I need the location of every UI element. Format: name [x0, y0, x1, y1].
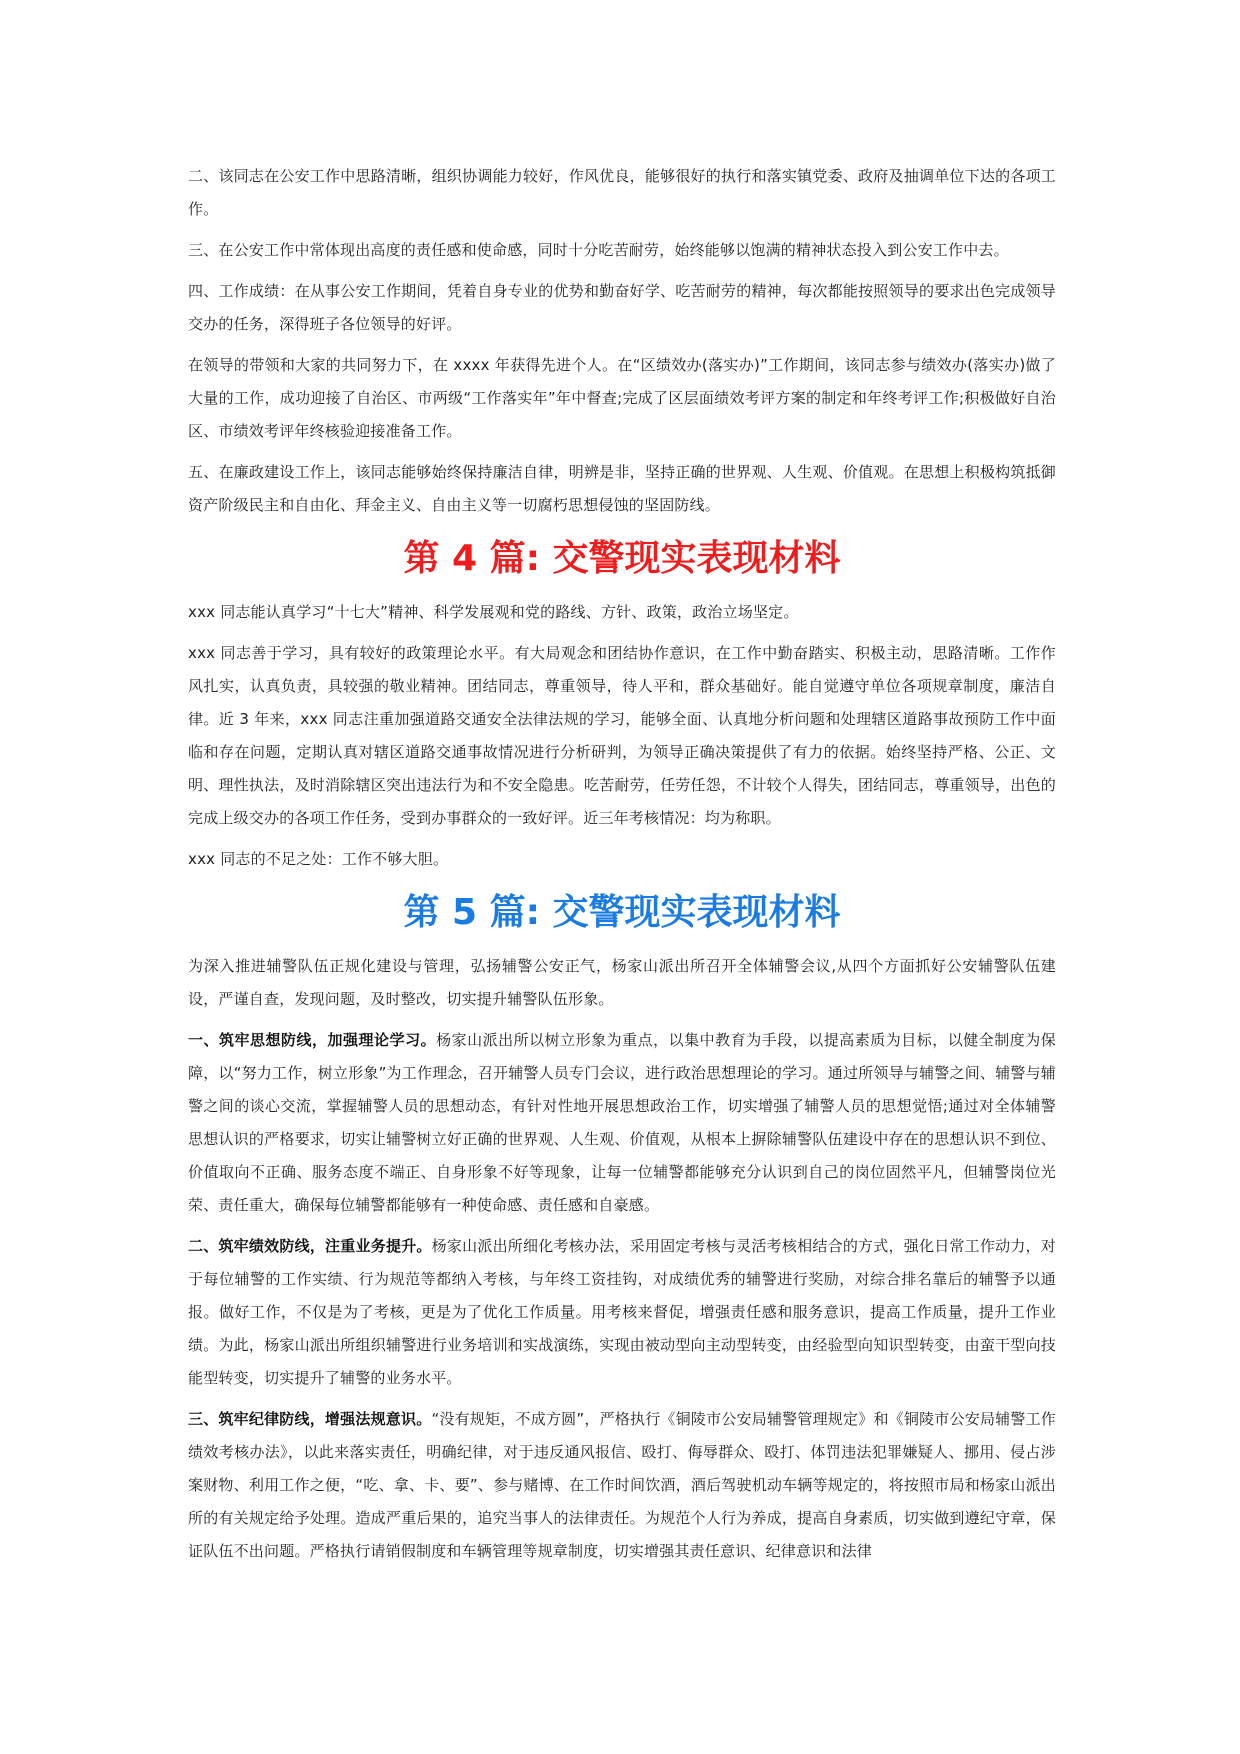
- document-page: [188, 160, 1056, 1576]
- paragraph: 在领导的带领和大家的共同努力下，在 xxxx 年获得先进个人。在“区绩效办(落实办)”工作期间，该同志参与绩效办(落实办)做了大量的工作，成功迎接了自治区、市两级“工作落实年”年中督查;完成了区层面绩效考评方案的制定和年终考评工作;积极做好自治区、市绩效考评年终核验迎接准备工作。: [188, 356, 1056, 440]
- numbered-item: [188, 1230, 1056, 1395]
- item-text: “没有规矩，不成方圆”，严格执行《铜陵市公安局辅警管理规定》和《铜陵市公安局辅警工作绩效考核办法》，以此来落实责任，明确纪律，对于违反通风报信、殴打、侮辱群众、殴打、体罚违法犯罪嫌疑人、挪用、侵占涉案财物、利用工作之便，“吃、拿、卡、要”、参与赌博、在工作时间饮酒，酒后驾驶机动车辆等规定的，将按照市局和杨家山派出所的有关规定给予处理。造成严重后果的，追究当事人的法律责任。为规范个人行为养成，提高自身素质，切实做到遵纪守章，保证队伍不出问题。严格执行请销假制度和车辆管理等规章制度，切实增强其责任意识、纪律意识和法律: [188, 1410, 1057, 1560]
- item-lead: 一、筑牢思想防线，加强理论学习。: [188, 1031, 437, 1049]
- paragraph: 五、在廉政建设工作上，该同志能够始终保持廉洁自律，明辨是非，坚持正确的世界观、人生观、价值观。在思想上积极构筑抵御资产阶级民主和自由化、拜金主义、自由主义等一切腐朽思想侵蚀的坚固防线。: [188, 463, 1056, 514]
- item-lead: 二、筑牢绩效防线，注重业务提升。: [188, 1237, 432, 1255]
- section-5-heading: 第 5 篇: 交警现实表现材料: [403, 892, 841, 933]
- paragraph: xxx 同志能认真学习“十七大”精神、科学发展观和党的路线、方针、政策，政治立场坚定。: [188, 603, 799, 621]
- paragraph: xxx 同志善于学习，具有较好的政策理论水平。有大局观念和团结协作意识，在工作中勤奋踏实、积极主动，思路清晰。工作作风扎实，认真负责，具较强的敬业精神。团结同志，尊重领导，待人平和，群众基础好。能自觉遵守单位各项规章制度，廉洁自律。近 3 年来，xxx 同志注重加强道路交通安全法律法规的学习，能够全面、认真地分析问题和处理辖区道路事故预防工作中面临和存在问题，定期认真对辖区道路交通事故情况进行分析研判，为领导正确决策提供了有力的依据。始终坚持严格、公正、文明、理性执法，及时消除辖区突出违法行为和不安全隐患。吃苦耐劳，任劳任怨，不计较个人得失，团结同志，尊重领导，出色的完成上级交办的各项工作任务，受到办事群众的一致好评。近三年考核情况：均为称职。: [188, 644, 1056, 827]
- numbered-item: [188, 1403, 1056, 1568]
- paragraph: 二、该同志在公安工作中思路清晰，组织协调能力较好，作风优良，能够很好的执行和落实镇党委、政府及抽调单位下达的各项工作。: [188, 167, 1056, 218]
- item-text: 杨家山派出所以树立形象为重点，以集中教育为手段，以提高素质为目标，以健全制度为保障，以“努力工作，树立形象”为工作理念，召开辅警人员专门会议，进行政治思想理论的学习。通过所领导与辅警之间、辅警与辅警之间的谈心交流，掌握辅警人员的思想动态，有针对性地开展思想政治工作，切实增强了辅警人员的思想觉悟;通过对全体辅警思想认识的严格要求，切实让辅警树立好正确的世界观、人生观、价值观，从根本上摒除辅警队伍建设中存在的思想认识不到位、价值取向不正确、服务态度不端正、自身形象不好等现象，让每一位辅警都能够充分认识到自己的岗位固然平凡，但辅警岗位光荣、责任重大，确保每位辅警都能够有一种使命感、责任感和自豪感。: [188, 1031, 1056, 1214]
- paragraph: xxx 同志的不足之处：工作不够大胆。: [188, 850, 449, 868]
- paragraph: 四、工作成绩：在从事公安工作期间，凭着自身专业的优势和勤奋好学、吃苦耐劳的精神，每次都能按照领导的要求出色完成领导交办的任务，深得班子各位领导的好评。: [188, 282, 1056, 333]
- intro-paragraph: 为深入推进辅警队伍正规化建设与管理，弘扬辅警公安正气，杨家山派出所召开全体辅警会议,从四个方面抓好公安辅警队伍建设，严谨自查，发现问题，及时整改，切实提升辅警队伍形象。: [188, 957, 1056, 1008]
- paragraph: 三、在公安工作中常体现出高度的责任感和使命感，同时十分吃苦耐劳，始终能够以饱满的精神状态投入到公安工作中去。: [188, 241, 1009, 259]
- numbered-item: [188, 1024, 1056, 1222]
- item-lead: 三、筑牢纪律防线，增强法规意识。: [188, 1410, 432, 1428]
- item-text: 杨家山派出所细化考核办法，采用固定考核与灵活考核相结合的方式，强化日常工作动力，对于每位辅警的工作实绩、行为规范等都纳入考核，与年终工资挂钩，对成绩优秀的辅警进行奖励，对综合排名靠后的辅警予以通报。做好工作，不仅是为了考核，更是为了优化工作质量。用考核来督促，增强责任感和服务意识，提高工作质量，提升工作业绩。为此，杨家山派出所组织辅警进行业务培训和实战演练，实现由被动型向主动型转变，由经验型向知识型转变，由蛮干型向技能型转变，切实提升了辅警的业务水平。: [188, 1237, 1056, 1387]
- section-4-heading: 第 4 篇: 交警现实表现材料: [403, 538, 841, 579]
